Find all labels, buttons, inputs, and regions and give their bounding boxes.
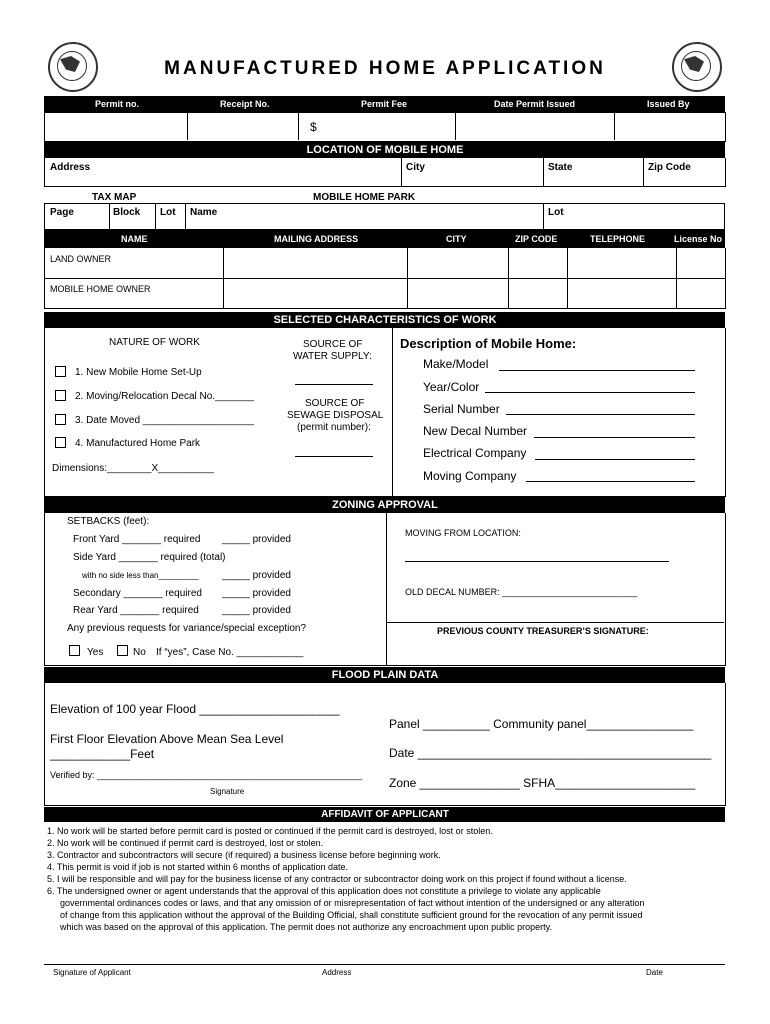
flood-date-field[interactable]: Date ____________________________________________ <box>389 746 712 760</box>
tax-map-label: TAX MAP <box>92 192 137 203</box>
case-no-field[interactable]: If “yes”, Case No. ____________ <box>156 647 304 658</box>
dimensions-field[interactable]: Dimensions:________X__________ <box>52 463 214 474</box>
checkbox-date-moved[interactable] <box>55 414 66 425</box>
checkbox-variance-yes[interactable] <box>69 645 80 656</box>
date-issued-input[interactable] <box>458 114 612 138</box>
new-decal-label: New Decal Number <box>423 424 528 438</box>
mobile-home-park-label: MOBILE HOME PARK <box>313 192 416 203</box>
owner-col-name: NAME <box>121 234 148 244</box>
col-permit-fee: Permit Fee <box>361 99 408 109</box>
electrical-company-input[interactable] <box>535 459 695 460</box>
sewage-label-2: SEWAGE DISPOSAL <box>287 410 384 421</box>
location-address-row <box>44 158 726 187</box>
state-label: State <box>548 162 573 173</box>
sewage-label-3: (permit number): <box>297 422 371 433</box>
sewage-label-1: SOURCE OF <box>305 398 365 409</box>
water-input-line[interactable] <box>295 384 373 385</box>
signature-address-label: Address <box>322 968 352 977</box>
electrical-company-label: Electrical Company <box>423 446 527 460</box>
affidavit-item-6: 6. The undersigned owner or agent understands that the approval of this application does not constitute a privilege to violate any applicable <box>47 886 601 896</box>
secondary-provided[interactable]: _____ provided <box>222 588 291 599</box>
checkbox-relocation[interactable] <box>55 390 66 401</box>
issued-by-input[interactable] <box>617 114 722 138</box>
fee-dollar-sign: $ <box>310 120 317 134</box>
affidavit-item-3: 3. Contractor and subcontractors will secure (if required) a business license before beginning work. <box>47 850 441 860</box>
new-decal-input[interactable] <box>534 437 695 438</box>
permit-no-input[interactable] <box>46 114 185 138</box>
block-label: Block <box>113 207 141 218</box>
affidavit-item-6-line-4: which was based on the approval of this application. The permit does not authorize any encroachment upon public property. <box>60 922 552 932</box>
park-name-label: Name <box>190 207 218 218</box>
side-yard-field[interactable]: Side Yard _______ required (total) <box>73 552 226 563</box>
item-relocation: 2. Moving/Relocation Decal No._______ <box>75 391 254 402</box>
nature-of-work-label: NATURE OF WORK <box>109 337 200 348</box>
front-yard-provided[interactable]: _____ provided <box>222 534 291 545</box>
col-date-issued: Date Permit Issued <box>494 99 576 109</box>
panel-field[interactable]: Panel __________ Community panel________________ <box>389 717 694 731</box>
water-label-1: SOURCE OF <box>303 339 363 350</box>
land-owner-label: LAND OWNER <box>50 254 112 264</box>
treasurer-signature-label: PREVIOUS COUNTY TREASURER’S SIGNATURE: <box>437 626 649 636</box>
setbacks-label: SETBACKS (feet): <box>67 516 150 527</box>
serial-number-input[interactable] <box>506 414 695 415</box>
moving-from-input[interactable] <box>405 561 669 562</box>
affidavit-item-2: 2. No work will be continued if permit card is destroyed, lost or stolen. <box>47 838 324 848</box>
verified-by-field[interactable]: Verified by: _____________________________________________________ <box>50 770 363 780</box>
water-label-2: WATER SUPPLY: <box>293 351 372 362</box>
owner-col-license: License No <box>674 234 723 244</box>
secondary-field[interactable]: Secondary _______ required <box>73 588 202 599</box>
affidavit-item-4: 4. This permit is void if job is not started within 6 months of application date. <box>47 862 348 872</box>
front-yard-field[interactable]: Front Yard _______ required <box>73 534 201 545</box>
make-model-input[interactable] <box>499 370 695 371</box>
rear-yard-field[interactable]: Rear Yard _______ required <box>73 605 199 616</box>
address-label: Address <box>50 162 91 173</box>
owner-col-mailing: MAILING ADDRESS <box>274 234 359 244</box>
characteristics-heading: SELECTED CHARACTERISTICS OF WORK <box>273 314 497 326</box>
signature-applicant-label: Signature of Applicant <box>53 968 131 977</box>
owner-col-city: CITY <box>446 234 467 244</box>
page-label: Page <box>50 207 74 218</box>
affidavit-heading: AFFIDAVIT OF APPLICANT <box>321 809 449 820</box>
affidavit-item-6-line-2: governmental ordinances codes or laws, and that any omission of or misrepresentation of fact without intention of the undersigned or any alteration <box>60 898 645 908</box>
old-decal-field[interactable]: OLD DECAL NUMBER: ___________________________ <box>405 587 638 597</box>
affidavit-item-6-line-3: of change from this application without the approval of the Building Official, shall constitute sufficient ground for the revocation of any permit issued <box>60 910 643 920</box>
item-date-moved: 3. Date Moved ____________________ <box>75 415 255 426</box>
checkbox-new-setup[interactable] <box>55 366 66 377</box>
year-color-label: Year/Color <box>423 380 480 394</box>
moving-from-label: MOVING FROM LOCATION: <box>405 528 521 538</box>
year-color-input[interactable] <box>485 392 695 393</box>
elevation-field[interactable]: Elevation of 100 year Flood _____________________ <box>50 702 340 716</box>
checkbox-variance-no[interactable] <box>117 645 128 656</box>
receipt-no-input[interactable] <box>190 114 296 138</box>
park-lot-label: Lot <box>548 207 564 218</box>
variance-no-label: No <box>133 647 146 658</box>
moving-company-input[interactable] <box>526 481 695 482</box>
first-floor-label: First Floor Elevation Above Mean Sea Level <box>50 732 284 746</box>
col-receipt-no: Receipt No. <box>220 99 270 109</box>
location-heading: LOCATION OF MOBILE HOME <box>306 144 464 156</box>
city-label: City <box>406 162 425 173</box>
serial-number-label: Serial Number <box>423 402 500 416</box>
variance-yes-label: Yes <box>87 647 104 658</box>
owner-col-telephone: TELEPHONE <box>590 234 646 244</box>
col-issued-by: Issued By <box>647 99 690 109</box>
col-permit-no: Permit no. <box>95 99 140 109</box>
lot-label: Lot <box>160 207 176 218</box>
signature-date-label: Date <box>646 968 663 977</box>
verified-signature-label: Signature <box>210 787 245 796</box>
zoning-heading: ZONING APPROVAL <box>332 499 438 511</box>
rear-yard-provided[interactable]: _____ provided <box>222 605 291 616</box>
description-title: Description of Mobile Home: <box>400 336 577 351</box>
moving-company-label: Moving Company <box>423 469 517 483</box>
zip-label: Zip Code <box>648 162 691 173</box>
signature-line[interactable] <box>44 964 725 965</box>
page-title: MANUFACTURED HOME APPLICATION <box>164 58 606 79</box>
zone-sfha-field[interactable]: Zone _______________ SFHA_____________________ <box>389 776 696 790</box>
affidavit-item-5: 5. I will be responsible and will pay for the business license of any contractor or subcontractor doing work on this project if found without a license. <box>47 874 627 884</box>
flood-heading: FLOOD PLAIN DATA <box>331 669 439 681</box>
make-model-label: Make/Model <box>423 357 489 371</box>
variance-question: Any previous requests for variance/special exception? <box>67 623 307 634</box>
feet-field[interactable]: ____________Feet <box>50 747 155 761</box>
item-new-setup: 1. New Mobile Home Set-Up <box>75 367 202 378</box>
sewage-input-line[interactable] <box>295 456 373 457</box>
checkbox-park[interactable] <box>55 437 66 448</box>
mobile-home-owner-label: MOBILE HOME OWNER <box>50 284 151 294</box>
owner-col-zip: ZIP CODE <box>515 234 558 244</box>
affidavit-item-1: 1. No work will be started before permit card is posted or continued if the permit card is destroyed, lost or stolen. <box>47 826 493 836</box>
item-park: 4. Manufactured Home Park <box>75 438 201 449</box>
no-side-provided[interactable]: _____ provided <box>222 570 291 581</box>
no-side-field[interactable]: with no side less than_________ <box>82 571 199 580</box>
